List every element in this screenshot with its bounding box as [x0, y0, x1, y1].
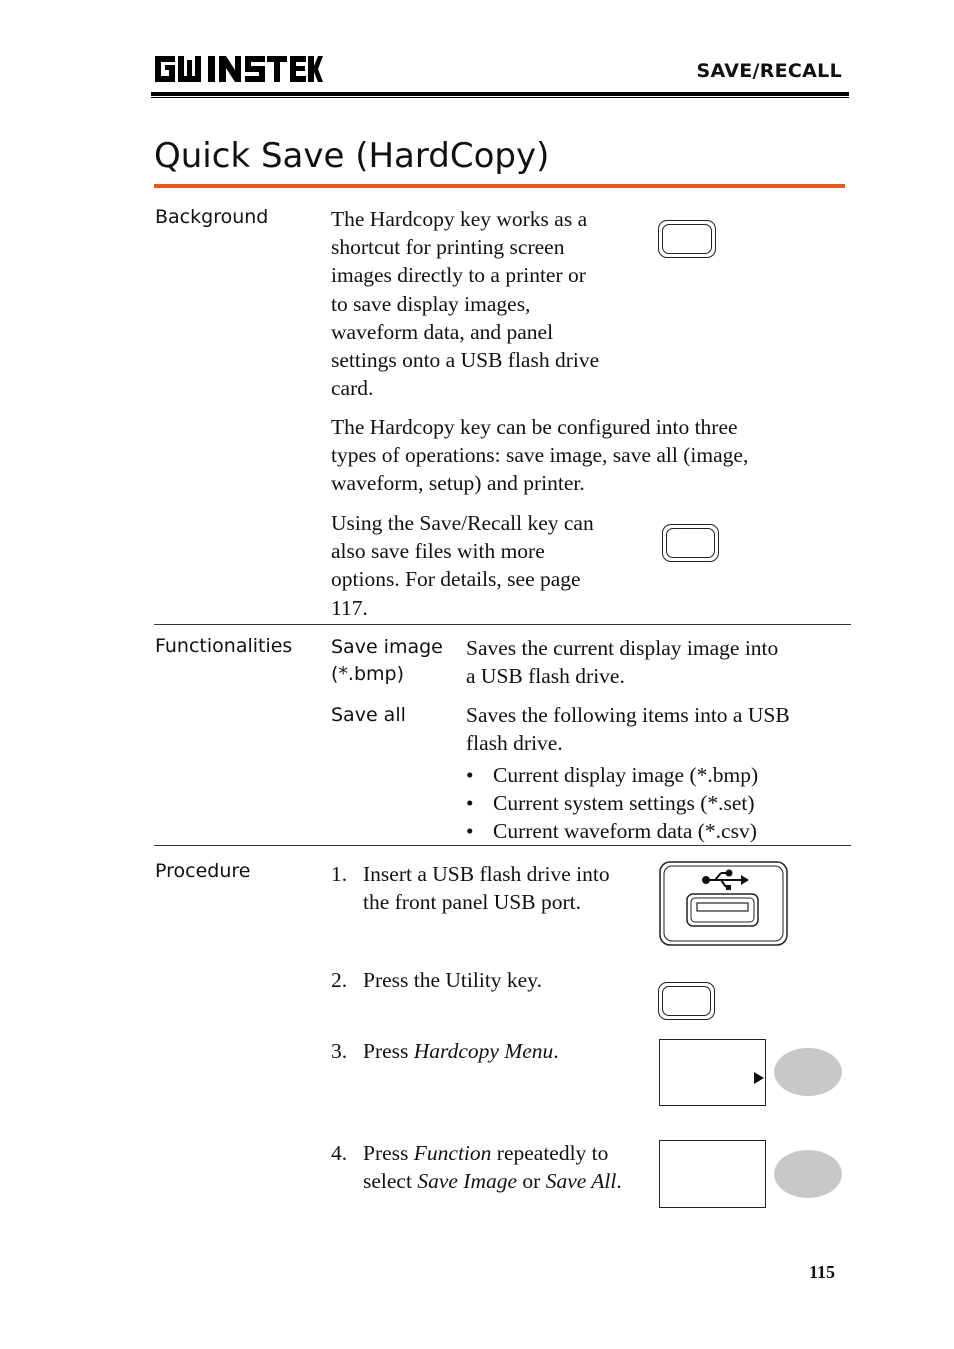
title-underline [154, 184, 845, 188]
save-recall-key-icon [662, 524, 719, 562]
save-all-name: Save all [331, 704, 406, 726]
procedure-label: Procedure [155, 860, 251, 882]
list-item: • Current display image (*.bmp) [466, 761, 758, 789]
header-rule [151, 92, 849, 96]
save-all-items [466, 761, 758, 846]
background-paragraph-1: The Hardcopy key works as a shortcut for printing screen images directly to a printer or to save display images, waveform data, and panel settings onto a USB flash drive card. [331, 207, 600, 401]
background-label: Background [155, 206, 269, 228]
header-rule-thin [151, 97, 849, 98]
submenu-arrow-icon [754, 1072, 764, 1084]
usb-port-icon [659, 861, 788, 946]
function-soft-button [774, 1150, 842, 1198]
background-paragraph-2: The Hardcopy key can be configured into three types of operations: save image, save all (image, waveform, setup) and printer. [331, 415, 749, 496]
section-divider [154, 624, 851, 625]
utility-key-icon [658, 982, 715, 1020]
save-image-description: Saves the current display image into a USB flash drive. [466, 636, 779, 689]
function-softkey-box [659, 1140, 766, 1208]
save-image-name: Save image (*.bmp) [331, 636, 443, 685]
procedure-step-3: 3. Press Hardcopy Menu. [331, 1039, 559, 1063]
section-title: SAVE/RECALL [696, 60, 842, 82]
save-all-description: Saves the following items into a USB flash drive. [466, 703, 790, 756]
procedure-step-1: 1. Insert a USB flash drive into the front panel USB port. [331, 862, 610, 915]
procedure-step-2: 2. Press the Utility key. [331, 968, 542, 992]
background-paragraph-3: Using the Save/Recall key can also save files with more options. For details, see page 117. [331, 511, 594, 620]
menu-soft-button [774, 1048, 842, 1096]
list-item: • Current waveform data (*.csv) [466, 817, 758, 845]
gw-instek-logo [153, 52, 323, 86]
hardcopy-menu-softkey-box [659, 1039, 766, 1106]
procedure-step-4: 4. Press Function repeatedly to select Save Image or Save All. [331, 1141, 622, 1194]
hardcopy-key-icon [658, 220, 716, 258]
list-item: • Current system settings (*.set) [466, 789, 758, 817]
page-title: Quick Save (HardCopy) [154, 136, 550, 176]
section-divider [154, 845, 851, 846]
page-number: 115 [808, 1262, 835, 1282]
functionalities-label: Functionalities [155, 635, 293, 657]
